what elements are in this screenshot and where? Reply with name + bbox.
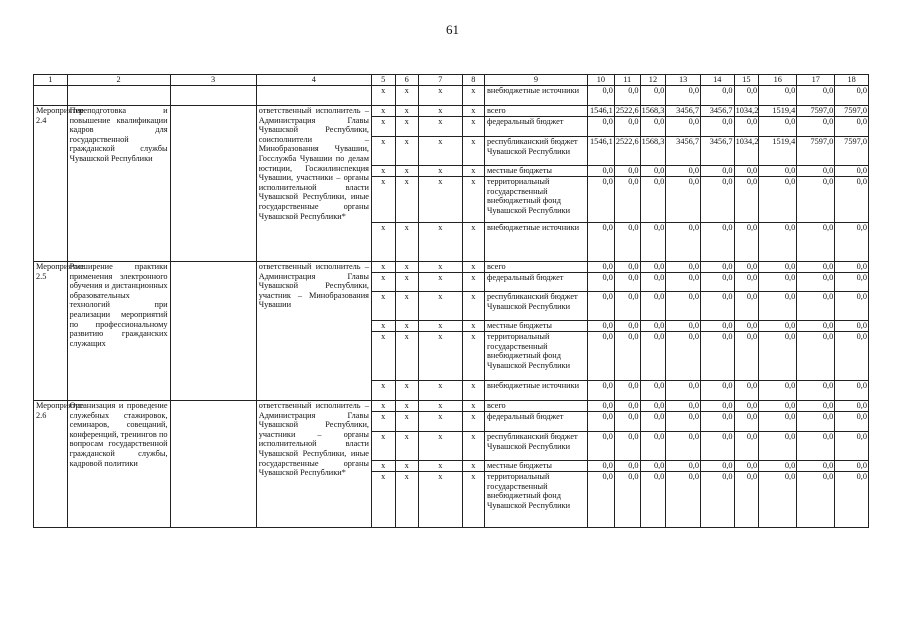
amount-cell: 0,0 (835, 86, 869, 106)
amount-cell: 0,0 (640, 381, 666, 401)
amount-cell: 0,0 (835, 273, 869, 292)
code-cell: x (372, 292, 396, 321)
amount-cell: 0,0 (640, 86, 666, 106)
amount-cell: 0,0 (759, 273, 797, 292)
amount-cell: 0,0 (587, 117, 614, 137)
amount-cell: 3456,7 (666, 137, 701, 166)
column-number: 9 (485, 75, 588, 86)
code-cell: x (372, 117, 396, 137)
amount-cell: 0,0 (734, 223, 759, 262)
funding-source: местные бюджеты (485, 461, 588, 472)
column-number: 8 (462, 75, 484, 86)
code-cell: x (372, 177, 396, 223)
column-number: 11 (614, 75, 640, 86)
amount-cell: 0,0 (640, 432, 666, 461)
funding-source: всего (485, 106, 588, 117)
column-number: 7 (419, 75, 463, 86)
amount-cell: 0,0 (666, 381, 701, 401)
code-cell: x (462, 461, 484, 472)
funding-source: республиканский бюджет Чувашской Республики (485, 432, 588, 461)
amount-cell: 0,0 (587, 412, 614, 432)
amount-cell: 0,0 (587, 381, 614, 401)
amount-cell: 0,0 (797, 381, 835, 401)
amount-cell: 0,0 (614, 166, 640, 177)
column-number: 13 (666, 75, 701, 86)
amount-cell: 0,0 (666, 166, 701, 177)
budget-table (33, 74, 869, 528)
code-cell: x (395, 137, 419, 166)
measure-label: Мероприятие 2.6 (34, 401, 68, 528)
amount-cell: 0,0 (614, 401, 640, 412)
amount-cell: 0,0 (640, 292, 666, 321)
table-body (34, 75, 869, 528)
header-row (34, 75, 869, 86)
amount-cell: 0,0 (614, 86, 640, 106)
amount-cell: 0,0 (701, 332, 735, 381)
amount-cell: 0,0 (797, 472, 835, 528)
amount-cell: 0,0 (640, 401, 666, 412)
column-number: 2 (67, 75, 170, 86)
code-cell: x (419, 137, 463, 166)
empty-cell (256, 86, 371, 106)
amount-cell: 7597,0 (797, 137, 835, 166)
amount-cell: 0,0 (666, 332, 701, 381)
funding-source: республиканский бюджет Чувашской Республики (485, 137, 588, 166)
amount-cell: 0,0 (797, 432, 835, 461)
amount-cell: 0,0 (666, 321, 701, 332)
amount-cell: 0,0 (701, 223, 735, 262)
column-number: 10 (587, 75, 614, 86)
amount-cell: 0,0 (835, 461, 869, 472)
amount-cell: 0,0 (587, 166, 614, 177)
amount-cell: 0,0 (640, 117, 666, 137)
amount-cell: 0,0 (701, 412, 735, 432)
code-cell: x (395, 262, 419, 273)
amount-cell: 0,0 (797, 332, 835, 381)
amount-cell: 0,0 (701, 401, 735, 412)
amount-cell: 0,0 (797, 292, 835, 321)
code-cell: x (395, 177, 419, 223)
amount-cell: 0,0 (835, 472, 869, 528)
column-number: 14 (701, 75, 735, 86)
code-cell: x (419, 461, 463, 472)
code-cell: x (419, 106, 463, 117)
amount-cell: 0,0 (666, 461, 701, 472)
amount-cell: 1546,1 (587, 106, 614, 117)
amount-cell: 3456,7 (666, 106, 701, 117)
empty-cell (170, 106, 256, 262)
code-cell: x (462, 412, 484, 432)
amount-cell: 0,0 (734, 332, 759, 381)
funding-source: территориальный государственный внебюджетный фонд Чувашской Республики (485, 177, 588, 223)
amount-cell: 0,0 (835, 262, 869, 273)
code-cell: x (462, 86, 484, 106)
code-cell: x (419, 321, 463, 332)
amount-cell: 1519,4 (759, 137, 797, 166)
empty-cell (170, 401, 256, 528)
code-cell: x (462, 177, 484, 223)
amount-cell: 0,0 (614, 321, 640, 332)
amount-cell: 0,0 (701, 273, 735, 292)
table-row (34, 401, 869, 412)
amount-cell: 0,0 (797, 273, 835, 292)
column-number: 12 (640, 75, 666, 86)
funding-source: внебюджетные источники (485, 86, 588, 106)
amount-cell: 0,0 (701, 461, 735, 472)
table-row (34, 262, 869, 273)
amount-cell: 0,0 (587, 401, 614, 412)
code-cell: x (419, 223, 463, 262)
code-cell: x (419, 412, 463, 432)
responsible-executor: ответственный исполнитель – Администрация Главы Чувашской Республики, участники – органы исполнительной власти Чувашской Республики, иные государственные органы Чувашской Республики* (256, 401, 371, 528)
amount-cell: 0,0 (614, 432, 640, 461)
amount-cell: 0,0 (614, 472, 640, 528)
amount-cell: 0,0 (734, 117, 759, 137)
code-cell: x (462, 273, 484, 292)
code-cell: x (419, 332, 463, 381)
amount-cell: 0,0 (734, 292, 759, 321)
amount-cell: 0,0 (759, 86, 797, 106)
amount-cell: 0,0 (759, 292, 797, 321)
funding-source: внебюджетные источники (485, 223, 588, 262)
amount-cell: 7597,0 (835, 137, 869, 166)
code-cell: x (395, 332, 419, 381)
code-cell: x (462, 401, 484, 412)
amount-cell: 0,0 (666, 273, 701, 292)
amount-cell: 0,0 (666, 86, 701, 106)
column-number: 18 (835, 75, 869, 86)
amount-cell: 0,0 (587, 262, 614, 273)
amount-cell: 0,0 (835, 223, 869, 262)
column-number: 1 (34, 75, 68, 86)
funding-source: федеральный бюджет (485, 412, 588, 432)
amount-cell: 0,0 (587, 177, 614, 223)
amount-cell: 0,0 (640, 166, 666, 177)
amount-cell: 0,0 (666, 117, 701, 137)
amount-cell: 1568,3 (640, 137, 666, 166)
amount-cell: 0,0 (587, 273, 614, 292)
amount-cell: 0,0 (759, 223, 797, 262)
code-cell: x (462, 106, 484, 117)
amount-cell: 0,0 (759, 321, 797, 332)
amount-cell: 0,0 (759, 166, 797, 177)
amount-cell: 0,0 (587, 321, 614, 332)
code-cell: x (372, 223, 396, 262)
code-cell: x (372, 412, 396, 432)
amount-cell: 0,0 (734, 86, 759, 106)
column-number: 4 (256, 75, 371, 86)
amount-cell: 0,0 (797, 262, 835, 273)
responsible-executor: ответственный исполнитель – Администрация Главы Чувашской Республики, участник – Минобразования Чувашии (256, 262, 371, 401)
amount-cell: 0,0 (701, 381, 735, 401)
code-cell: x (395, 106, 419, 117)
amount-cell: 0,0 (701, 321, 735, 332)
amount-cell: 0,0 (640, 412, 666, 432)
amount-cell: 0,0 (614, 117, 640, 137)
funding-source: местные бюджеты (485, 166, 588, 177)
code-cell: x (419, 472, 463, 528)
amount-cell: 0,0 (759, 332, 797, 381)
amount-cell: 0,0 (734, 412, 759, 432)
code-cell: x (462, 292, 484, 321)
amount-cell: 0,0 (640, 223, 666, 262)
code-cell: x (419, 432, 463, 461)
amount-cell: 0,0 (701, 262, 735, 273)
amount-cell: 0,0 (640, 461, 666, 472)
code-cell: x (462, 117, 484, 137)
amount-cell: 0,0 (759, 262, 797, 273)
code-cell: x (462, 262, 484, 273)
amount-cell: 0,0 (759, 117, 797, 137)
code-cell: x (462, 223, 484, 262)
table-row (34, 86, 869, 106)
amount-cell: 0,0 (797, 412, 835, 432)
amount-cell: 1568,3 (641, 106, 665, 115)
amount-cell: 1546,1 (587, 137, 614, 166)
code-cell: x (419, 273, 463, 292)
code-cell: x (372, 332, 396, 381)
code-cell: x (419, 177, 463, 223)
amount-cell: 0,0 (614, 412, 640, 432)
amount-cell: 0,0 (614, 461, 640, 472)
amount-cell: 0,0 (835, 412, 869, 432)
amount-cell: 0,0 (701, 292, 735, 321)
column-number: 3 (170, 75, 256, 86)
amount-cell: 0,0 (701, 117, 735, 137)
funding-source: местные бюджеты (485, 321, 588, 332)
amount-cell: 0,0 (835, 432, 869, 461)
amount-cell: 0,0 (614, 332, 640, 381)
amount-cell: 0,0 (835, 401, 869, 412)
code-cell: x (462, 166, 484, 177)
code-cell: x (395, 166, 419, 177)
amount-cell: 7597,0 (797, 106, 835, 117)
code-cell: x (372, 432, 396, 461)
amount-cell: 0,0 (640, 321, 666, 332)
code-cell: x (419, 401, 463, 412)
amount-cell: 0,0 (701, 166, 735, 177)
funding-source: всего (485, 401, 588, 412)
amount-cell: 0,0 (835, 321, 869, 332)
amount-cell: 0,0 (701, 177, 735, 223)
amount-cell: 0,0 (587, 223, 614, 262)
amount-cell: 0,0 (797, 223, 835, 262)
funding-source: всего (485, 262, 588, 273)
amount-cell: 0,0 (640, 332, 666, 381)
code-cell: x (372, 321, 396, 332)
amount-cell: 0,0 (614, 273, 640, 292)
amount-cell: 7597,0 (835, 106, 869, 117)
code-cell: x (372, 381, 396, 401)
code-cell: x (372, 273, 396, 292)
amount-cell: 0,0 (734, 262, 759, 273)
amount-cell: 0,0 (797, 321, 835, 332)
column-number: 15 (734, 75, 759, 86)
code-cell: x (395, 117, 419, 137)
code-cell: x (395, 86, 419, 106)
amount-cell: 0,0 (759, 381, 797, 401)
amount-cell: 0,0 (614, 177, 640, 223)
amount-cell: 0,0 (666, 223, 701, 262)
code-cell: x (372, 106, 396, 117)
amount-cell: 0,0 (701, 86, 735, 106)
amount-cell: 0,0 (734, 472, 759, 528)
amount-cell: 0,0 (797, 461, 835, 472)
amount-cell: 0,0 (759, 177, 797, 223)
amount-cell: 0,0 (614, 292, 640, 321)
funding-source: территориальный государственный внебюджетный фонд Чувашской Республики (485, 472, 588, 528)
code-cell: x (462, 381, 484, 401)
amount-cell: 0,0 (734, 321, 759, 332)
code-cell: x (372, 472, 396, 528)
code-cell: x (462, 432, 484, 461)
amount-cell: 0,0 (734, 177, 759, 223)
amount-cell: 0,0 (587, 472, 614, 528)
amount-cell: 0,0 (640, 472, 666, 528)
amount-cell: 0,0 (734, 166, 759, 177)
funding-source: территориальный государственный внебюджетный фонд Чувашской Республики (485, 332, 588, 381)
amount-cell: 0,0 (666, 292, 701, 321)
amount-cell: 0,0 (734, 432, 759, 461)
amount-cell: 0,0 (734, 401, 759, 412)
code-cell: x (395, 223, 419, 262)
amount-cell: 0,0 (734, 273, 759, 292)
amount-cell: 2522,6 (614, 137, 640, 166)
amount-cell: 0,0 (701, 472, 735, 528)
code-cell: x (419, 86, 463, 106)
column-number: 16 (759, 75, 797, 86)
funding-source: федеральный бюджет (485, 273, 588, 292)
page-number: 61 (446, 22, 459, 37)
amount-cell: 3456,7 (701, 137, 735, 166)
amount-cell: 0,0 (587, 86, 614, 106)
empty-cell (170, 262, 256, 401)
amount-cell: 0,0 (666, 472, 701, 528)
funding-source: федеральный бюджет (485, 117, 588, 137)
amount-cell: 0,0 (734, 381, 759, 401)
measure-name: Организация и проведение служебных стажировок, семинаров, совещаний, конференций, тренингов по вопросам государственной гражданской службы, кадровой политики (67, 401, 170, 528)
code-cell: x (419, 117, 463, 137)
empty-cell (34, 86, 68, 106)
amount-cell: 0,0 (587, 292, 614, 321)
code-cell: x (395, 273, 419, 292)
funding-source: внебюджетные источники (485, 381, 588, 401)
amount-cell: 0,0 (734, 461, 759, 472)
responsible-executor: ответственный исполнитель – Администрация Главы Чувашской Республики, соисполнители – Минобразования Чувашии, Госслужба Чувашии по делам юстиции, Госжилинспекция Чувашии, участники – органы исполнительной власти Чувашской Республики, иные государственные органы Чувашской Республики* (256, 106, 371, 262)
code-cell: x (395, 321, 419, 332)
amount-cell: 0,0 (666, 401, 701, 412)
code-cell: x (395, 412, 419, 432)
amount-cell: 0,0 (759, 472, 797, 528)
code-cell: x (372, 166, 396, 177)
code-cell: x (419, 292, 463, 321)
amount-cell: 0,0 (835, 292, 869, 321)
code-cell: x (395, 432, 419, 461)
amount-cell: 2522,6 (615, 106, 639, 115)
amount-cell: 0,0 (666, 412, 701, 432)
empty-cell (67, 86, 170, 106)
amount-cell: 0,0 (759, 461, 797, 472)
amount-cell: 1519,4 (759, 106, 797, 117)
amount-cell: 1034,2 (734, 137, 759, 166)
amount-cell: 0,0 (587, 432, 614, 461)
amount-cell: 0,0 (835, 332, 869, 381)
empty-cell (170, 86, 256, 106)
column-number: 5 (372, 75, 396, 86)
amount-cell: 0,0 (614, 262, 640, 273)
amount-cell: 0,0 (835, 177, 869, 223)
code-cell: x (395, 292, 419, 321)
amount-cell: 0,0 (640, 177, 666, 223)
amount-cell: 0,0 (587, 461, 614, 472)
code-cell: x (372, 137, 396, 166)
amount-cell: 0,0 (614, 223, 640, 262)
code-cell: x (462, 321, 484, 332)
code-cell: x (372, 262, 396, 273)
amount-cell: 0,0 (797, 117, 835, 137)
amount-cell: 0,0 (759, 432, 797, 461)
code-cell: x (419, 262, 463, 273)
amount-cell: 0,0 (835, 166, 869, 177)
amount-cell: 0,0 (666, 432, 701, 461)
amount-cell: 0,0 (701, 432, 735, 461)
measure-name: Переподготовка и повышение квалификации кадров для государственной гражданской службы Чувашской Республики (67, 106, 170, 262)
measure-name: Расширение практики применения электронного обучения и дистанционных образовательных технологий при реализации мероприятий по профессиональному развитию гражданских служащих (67, 262, 170, 401)
code-cell: x (462, 137, 484, 166)
amount-cell: 0,0 (666, 262, 701, 273)
code-cell: x (395, 472, 419, 528)
amount-cell: 0,0 (797, 401, 835, 412)
amount-cell: 0,0 (640, 273, 666, 292)
amount-cell: 1034,2 (735, 106, 759, 115)
column-number: 6 (395, 75, 419, 86)
amount-cell: 0,0 (797, 86, 835, 106)
amount-cell: 0,0 (835, 381, 869, 401)
amount-cell: 0,0 (614, 381, 640, 401)
code-cell: x (462, 332, 484, 381)
code-cell: x (395, 401, 419, 412)
column-number: 17 (797, 75, 835, 86)
code-cell: x (419, 381, 463, 401)
code-cell: x (372, 461, 396, 472)
amount-cell: 0,0 (797, 177, 835, 223)
amount-cell: 0,0 (666, 177, 701, 223)
table-row (34, 106, 869, 117)
amount-cell: 3456,7 (701, 106, 735, 117)
measure-label: Мероприятие 2.4 (34, 106, 68, 262)
code-cell: x (372, 86, 396, 106)
amount-cell: 0,0 (759, 401, 797, 412)
amount-cell: 0,0 (759, 412, 797, 432)
amount-cell: 0,0 (797, 166, 835, 177)
code-cell: x (372, 401, 396, 412)
code-cell: x (462, 472, 484, 528)
code-cell: x (395, 461, 419, 472)
amount-cell: 0,0 (587, 332, 614, 381)
measure-label: Мероприятие 2.5 (34, 262, 68, 401)
code-cell: x (395, 381, 419, 401)
funding-source: республиканский бюджет Чувашской Республики (485, 292, 588, 321)
code-cell: x (419, 166, 463, 177)
amount-cell: 0,0 (835, 117, 869, 137)
amount-cell: 0,0 (640, 262, 666, 273)
